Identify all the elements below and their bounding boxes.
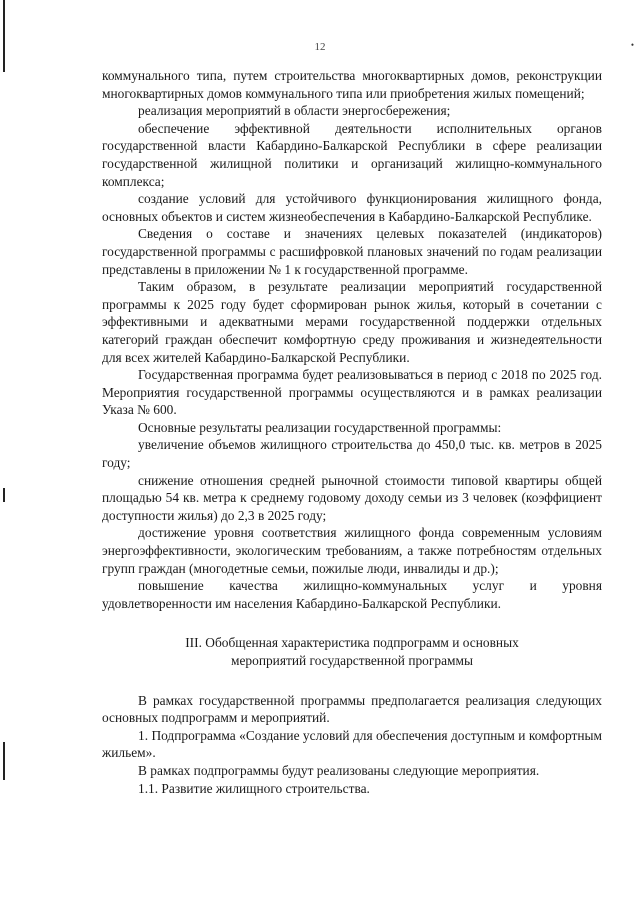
corner-mark: • (630, 40, 634, 50)
document-body (102, 67, 602, 797)
paragraph: снижение отношения средней рыночной стоимости типовой квартиры общей площадью 54 кв. метра к среднему годовому доходу семьи из 3 человек (коэффициент доступности жилья) до 2,3 в 2025 году; (102, 472, 602, 523)
paragraph: коммунального типа, путем строительства многоквартирных домов, реконструкции многоквартирных домов коммунального типа или приобретения жилых помещений; (102, 68, 602, 101)
page-number: 12 (314, 41, 326, 53)
paragraph: обеспечение эффективной деятельности исполнительных органов государственной власти Кабардино-Балкарской Республики в сфере реализации государственной жилищной политики и организаций жилищно-коммунального комплекса; (102, 120, 602, 189)
paragraph: достижение уровня соответствия жилищного фонда современным условиям энергоэффективности, экологическим требованиям, а также потребностям отдельных групп граждан (многодетные семьи, пожилые люди, инвалиды и др.); (102, 525, 602, 576)
scan-margin-mark-bottom (3, 742, 5, 780)
paragraph: Государственная программа будет реализовываться в период с 2018 по 2025 год. Мероприятия государственной программы осуществляются и в рамках реализации Указа № 600. (102, 367, 602, 418)
paragraph: повышение качества жилищно-коммунальных услуг и уровня удовлетворенности им населения Кабардино-Балкарской Республики. (102, 578, 602, 611)
paragraph: Таким образом, в результате реализации мероприятий государственной программы к 2025 году будет сформирован рынок жилья, который в сочетании с эффективными и адекватными мерами государственной поддержки отдельных категорий граждан обеспечит комфортную среду проживания и жизнедеятельности для всех жителей Кабардино-Балкарской Республики. (102, 279, 602, 365)
scan-margin-mark-middle (3, 488, 5, 502)
paragraph: Основные результаты реализации государственной программы: (138, 419, 502, 435)
paragraph: реализация мероприятий в области энергосбережения; (138, 103, 451, 119)
paragraph: В рамках подпрограммы будут реализованы следующие мероприятия. (138, 762, 540, 778)
paragraph: увеличение объемов жилищного строительства до 450,0 тыс. кв. метров в 2025 году; (102, 437, 602, 471)
paragraph: Сведения о составе и значениях целевых показателей (индикаторов) государственной программы с расшифровкой плановых значений по годам реализации представлены в приложении № 1 к государственной программе. (102, 226, 602, 277)
paragraph: 1.1. Развитие жилищного строительства. (138, 780, 370, 796)
paragraph: создание условий для устойчивого функционирования жилищного фонда, основных объектов и систем жизнеобеспечения в Кабардино-Балкарской Республике. (102, 191, 602, 224)
section-heading-line: мероприятий государственной программы (231, 653, 473, 668)
scan-margin-mark-top (3, 0, 5, 72)
section-heading (102, 634, 602, 669)
section-heading-line: III. Обобщенная характеристика подпрограмм и основных (185, 635, 519, 651)
paragraph: В рамках государственной программы предполагается реализация следующих основных подпрограмм и мероприятий. (102, 692, 602, 726)
paragraph: 1. Подпрограмма «Создание условий для обеспечения доступным и комфортным жильем». (102, 727, 602, 761)
